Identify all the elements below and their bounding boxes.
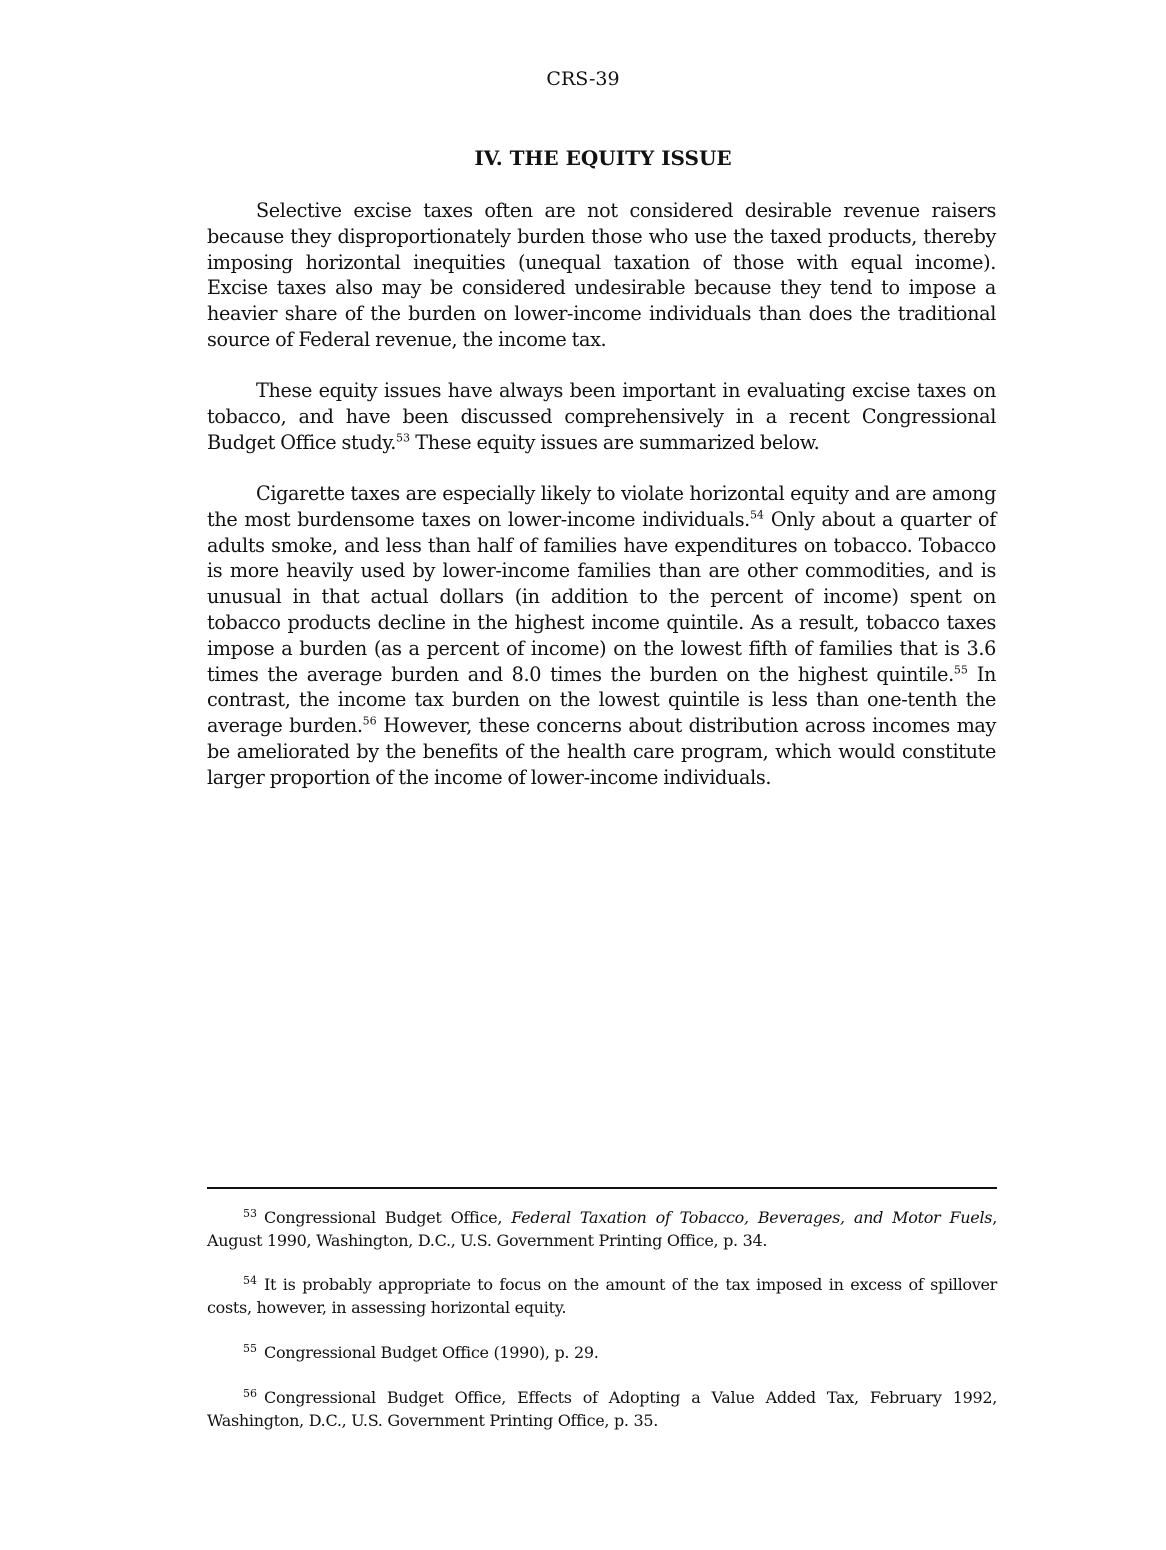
footnote-title: Federal Taxation of Tobacco, Beverages, and Motor Fuels <box>511 1208 993 1227</box>
footnote-53 <box>207 1206 997 1252</box>
paragraph-segment: Only about a quarter of adults smoke, and less than half of families have expenditures on tobacco. Tobacco is more heavily used by lower-income families than are other commodities, and is unusual in that actual dollars (in addition to the percent of income) spent on tobacco products decline in the highest income quintile. As a result, tobacco taxes impose a burden (as a percent of income) on the lowest fifth of families that is 3.6 times the average burden and 8.0 times the burden on the highest quintile. <box>207 507 996 686</box>
paragraph-text <box>207 378 996 455</box>
footnote-number: 54 <box>243 1273 257 1287</box>
paragraph-cigarette-taxes <box>207 481 996 791</box>
footnote-number: 53 <box>243 1206 257 1220</box>
paragraph-text <box>207 481 996 791</box>
footnote-text: Congressional Budget Office, Effects of Adopting a Value Added Tax, February 1992, Washington, D.C., U.S. Government Printing Office, p. 35. <box>207 1388 997 1430</box>
paragraph-segment: In contrast, the income tax burden on the lowest quintile is less than one-tenth the average burden. <box>207 662 996 738</box>
footnote-reference[interactable]: 56 <box>362 714 377 728</box>
footnote-separator <box>207 1187 997 1189</box>
footnote-reference[interactable]: 54 <box>749 508 764 522</box>
paragraph-segment: However, these concerns about distribution across incomes may be ameliorated by the benefits of the health care program, which would constitute larger proportion of the income of lower-income individuals. <box>207 714 997 789</box>
footnote-55 <box>207 1341 997 1364</box>
paragraph-segment: These equity issues have always been important in evaluating excise taxes on tobacco, and have been discussed comprehensively in a recent Congressional Budget Office study. <box>207 379 996 454</box>
footnote-reference[interactable]: 55 <box>953 663 968 677</box>
section-heading: IV. THE EQUITY ISSUE <box>474 146 732 170</box>
paragraph-segment: Selective excise taxes often are not considered desirable revenue raisers because they disproportionately burden those who use the taxed products, thereby imposing horizontal inequities (unequal taxation of those with equal income). Excise taxes also may be considered undesirable because they tend to impose a heavier share of the burden on lower-income individuals than does the traditional source of Federal revenue, the income tax. <box>207 199 996 351</box>
footnote-reference[interactable]: 53 <box>396 431 411 445</box>
footnote-54 <box>207 1273 997 1319</box>
paragraph-intro <box>207 198 996 353</box>
footnote-text: Congressional Budget Office (1990), p. 29. <box>264 1343 599 1362</box>
paragraph-segment: Cigarette taxes are especially likely to violate horizontal equity and are among the most burdensome taxes on lower-income individuals. <box>207 482 996 531</box>
page-number: CRS-39 <box>546 68 620 90</box>
footnote-56 <box>207 1386 997 1432</box>
paragraph-cbo-study <box>207 378 996 455</box>
footnote-number: 56 <box>243 1386 257 1400</box>
footnote-number: 55 <box>243 1341 257 1355</box>
footnote-text: It is probably appropriate to focus on the amount of the tax imposed in excess of spillover costs, however, in assessing horizontal equity. <box>207 1275 997 1317</box>
footnote-text: Congressional Budget Office, <box>264 1208 512 1227</box>
paragraph-segment: These equity issues are summarized below. <box>410 430 820 454</box>
paragraph-text <box>207 198 996 353</box>
footnote-text: , August 1990, Washington, D.C., U.S. Government Printing Office, p. 34. <box>207 1208 997 1250</box>
